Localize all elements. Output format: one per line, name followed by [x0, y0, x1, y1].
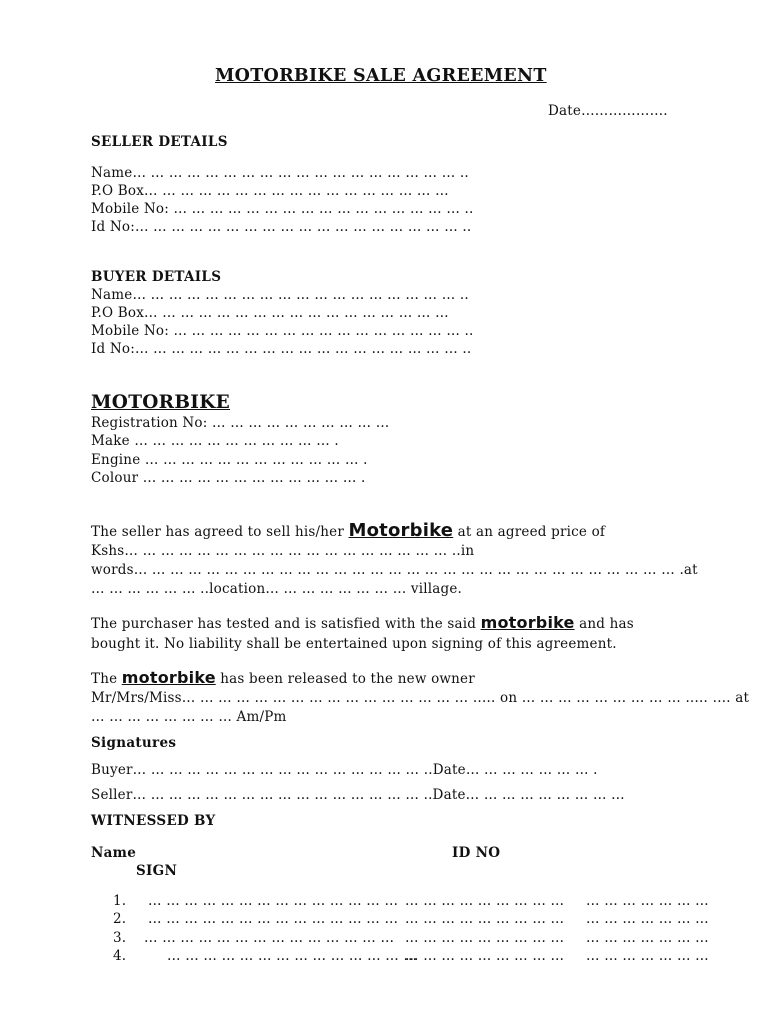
clause-released-motorbike: motorbike	[121, 668, 216, 687]
words-field: words… … … … … … … … … … … … … … … … … … … … … … … … … … … … … … .at	[91, 562, 698, 578]
page-title: MOTORBIKE SALE AGREEMENT	[215, 66, 547, 86]
kshs-field: Kshs… … … … … … … … … … … … … … … … … … ..in	[91, 543, 475, 559]
clause-tested-line2: bought it. No liability shall be entertained upon signing of this agreement.	[91, 636, 617, 652]
witness-row-sign: … … … … … … …	[586, 948, 709, 964]
witness-row-number: 1.	[113, 893, 127, 909]
witness-row-sign: … … … … … … …	[586, 911, 709, 927]
clause-tested-line1	[91, 613, 634, 632]
witness-row-sign: … … … … … … …	[586, 893, 709, 909]
signatures-heading: Signatures	[91, 735, 177, 751]
witness-col-sign: SIGN	[136, 863, 178, 879]
witness-row-id: … … … … … … … … …	[405, 948, 565, 964]
seller-signature-line: Seller… … … … … … … … … … … … … … … … ..Date… … … … … … … … …	[91, 787, 625, 803]
witness-row-id: … … … … … … … … …	[405, 930, 565, 946]
time-field: … … … … … … … … Am/Pm	[91, 709, 287, 725]
witness-row-number: 3.	[113, 930, 127, 946]
witness-row-name: … … … … … … … … … … … … … …	[148, 893, 399, 909]
buyer-signature-line: Buyer… … … … … … … … … … … … … … … … ..Date… … … … … … … .	[91, 762, 598, 778]
location-field: … … … … … … ..location… … … … … … … … village.	[91, 581, 463, 597]
seller-po-box-field: P.O Box… … … … … … … … … … … … … … … … …	[91, 183, 449, 199]
buyer-name-field: Name… … … … … … … … … … … … … … … … … … ..	[91, 287, 469, 303]
witness-row-id: … … … … … … … … …	[405, 893, 565, 909]
buyer-po-box-field: P.O Box… … … … … … … … … … … … … … … … …	[91, 305, 449, 321]
witness-row-id: … … … … … … … … …	[405, 911, 565, 927]
date-line: Date……………….	[548, 103, 668, 119]
clause-tested-pre: The purchaser has tested and is satisfied with the said	[91, 616, 481, 632]
engine-field: Engine … … … … … … … … … … … … .	[91, 452, 368, 468]
clause-sale-pre: The seller has agreed to sell his/her	[91, 524, 349, 540]
clause-released-pre: The	[91, 671, 122, 687]
registration-field: Registration No: … … … … … … … … … …	[91, 415, 390, 431]
motorbike-heading: MOTORBIKE	[91, 392, 231, 413]
buyer-mobile-field: Mobile No: … … … … … … … … … … … … … … … … ..	[91, 323, 474, 339]
witness-row-number: 2.	[113, 911, 127, 927]
clause-released-line1	[91, 668, 475, 687]
buyer-id-field: Id No:… … … … … … … … … … … … … … … … … … ..	[91, 341, 472, 357]
clause-released-post: has been released to the new owner	[215, 671, 475, 687]
clause-sale-motorbike: Motorbike	[348, 520, 454, 541]
seller-heading: SELLER DETAILS	[91, 134, 228, 150]
clause-tested-motorbike: motorbike	[480, 613, 575, 632]
witnessed-heading: WITNESSED BY	[91, 813, 216, 829]
buyer-heading: BUYER DETAILS	[91, 269, 222, 285]
witness-row-number: 4.	[113, 948, 127, 964]
colour-field: Colour … … … … … … … … … … … … .	[91, 470, 366, 486]
seller-id-field: Id No:… … … … … … … … … … … … … … … … … … ..	[91, 219, 472, 235]
clause-sale-line1	[91, 520, 605, 541]
new-owner-field: Mr/Mrs/Miss… … … … … … … … … … … … … … … … ..… on … … … … … … … … … ..… .… at	[91, 690, 750, 706]
witness-row-sign: … … … … … … …	[586, 930, 709, 946]
witness-col-name: Name	[91, 845, 137, 861]
clause-sale-post: at an agreed price of	[453, 524, 606, 540]
witness-col-id: ID NO	[452, 845, 501, 861]
witness-row-name: … … … … … … … … … … … … … …	[167, 948, 418, 964]
make-field: Make … … … … … … … … … … … .	[91, 433, 339, 449]
clause-tested-post: and has	[574, 616, 634, 632]
seller-mobile-field: Mobile No: … … … … … … … … … … … … … … … … ..	[91, 201, 474, 217]
seller-name-field: Name… … … … … … … … … … … … … … … … … … ..	[91, 165, 469, 181]
witness-row-name: … … … … … … … … … … … … … …	[148, 911, 399, 927]
witness-row-name: … … … … … … … … … … … … … …	[144, 930, 395, 946]
